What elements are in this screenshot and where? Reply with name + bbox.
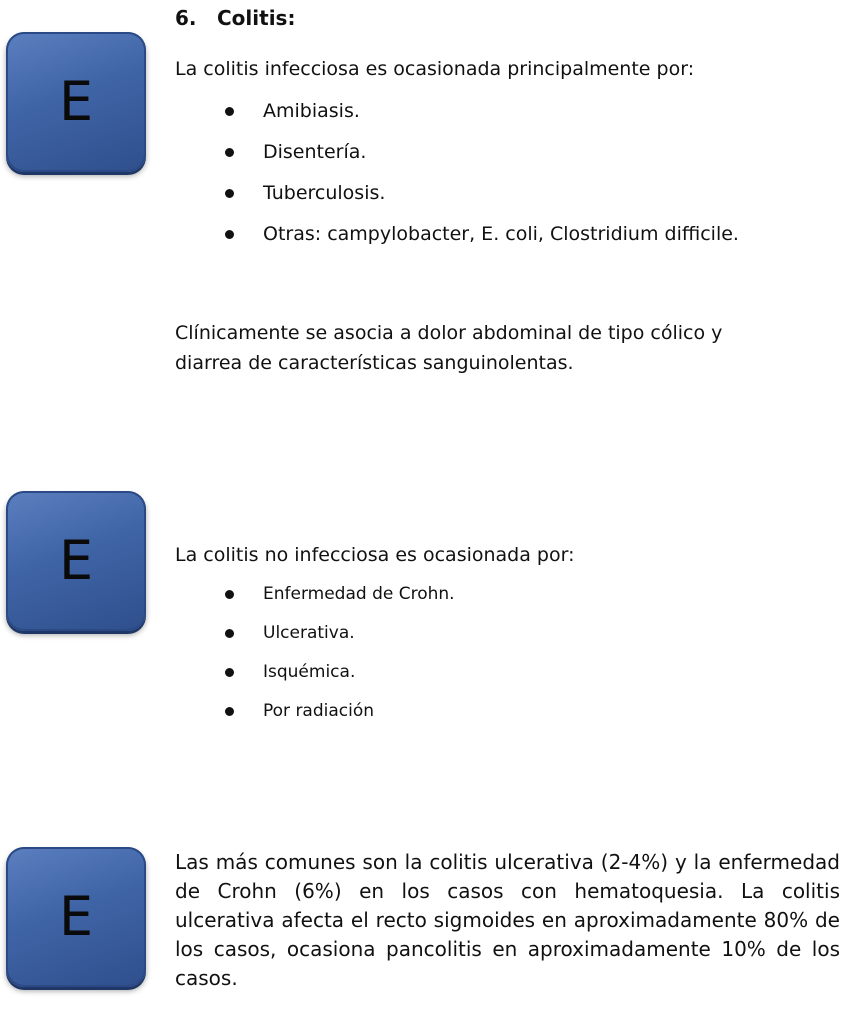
evidence-level-letter: E bbox=[58, 529, 94, 592]
clinical-paragraph bbox=[175, 318, 842, 378]
common-types-paragraph bbox=[175, 848, 840, 993]
section-heading bbox=[175, 6, 842, 30]
list-item: Ulcerativa. bbox=[175, 614, 842, 653]
noninfectious-colitis-block bbox=[175, 542, 842, 731]
evidence-level-badge bbox=[6, 847, 146, 987]
list-item: Disentería. bbox=[175, 132, 842, 173]
noninfectious-intro: La colitis no infecciosa es ocasionada por: bbox=[175, 544, 575, 566]
list-item: Por radiación bbox=[175, 692, 842, 731]
list-item: Amibiasis. bbox=[175, 91, 842, 132]
list-item: Otras: campylobacter, E. coli, Clostridium difficile. bbox=[175, 214, 842, 255]
evidence-level-letter: E bbox=[58, 885, 94, 948]
infectious-colitis-block bbox=[175, 56, 842, 255]
clinical-line: Clínicamente se asocia a dolor abdominal de tipo cólico y bbox=[175, 322, 723, 344]
section-title: Colitis: bbox=[217, 6, 296, 30]
evidence-level-badge bbox=[6, 491, 146, 631]
noninfectious-causes-list bbox=[175, 575, 842, 731]
evidence-level-letter: E bbox=[58, 70, 94, 133]
infectious-intro: La colitis infecciosa es ocasionada principalmente por: bbox=[175, 58, 695, 80]
infectious-causes-list bbox=[175, 91, 842, 255]
common-types-text: Las más comunes son la colitis ulcerativa (2-4%) y la enfermedad de Crohn (6%) en los casos con hematoquesia. La colitis ulcerativa afecta el recto sigmoides en aproximadamente 80% de los casos, ocasiona pancolitis en aproximadamente 10% de los casos. bbox=[175, 850, 840, 990]
section-number: 6. bbox=[175, 6, 197, 30]
list-item: Isquémica. bbox=[175, 653, 842, 692]
evidence-level-badge bbox=[6, 32, 146, 172]
list-item: Tuberculosis. bbox=[175, 173, 842, 214]
list-item: Enfermedad de Crohn. bbox=[175, 575, 842, 614]
clinical-line: diarrea de características sanguinolentas. bbox=[175, 352, 574, 374]
